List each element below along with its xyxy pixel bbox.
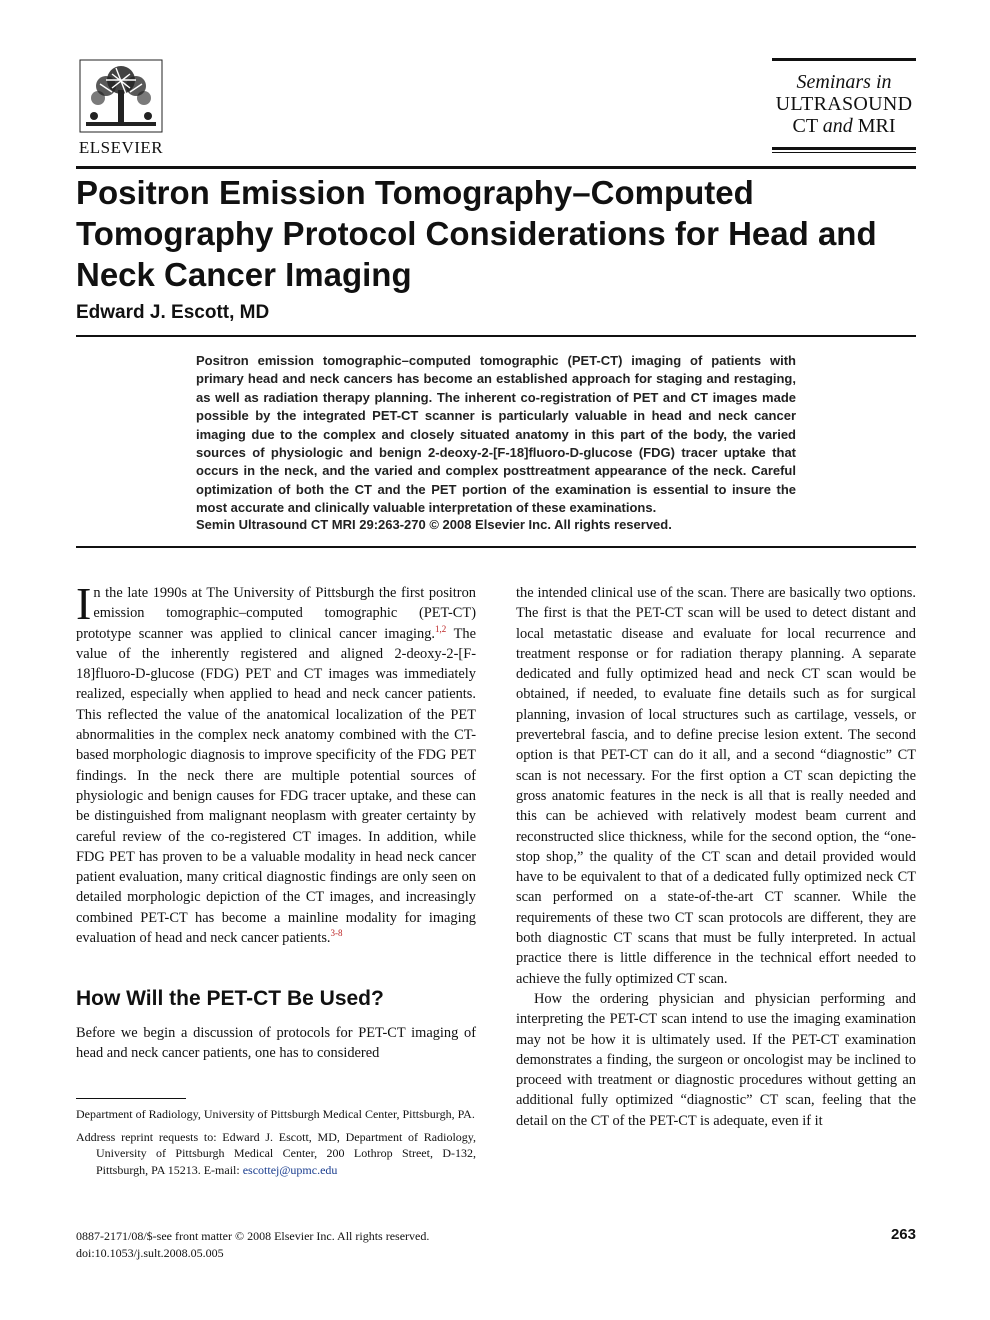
page-number: 263 — [890, 1226, 916, 1243]
right-paragraph-2: How the ordering physician and physician performing and interpreting the PET-CT scan intend to use the imaging examination may not be how it is ultimately used. If the PET-CT examination demonstrates a finding, the surgeon or oncologist may be inclined to proceed with treatment or diagnostic procedures without getting an additional fully optimized “diagnostic” CT scan, feeling that the detail on the CT of the PET-CT is adequate, even if it — [516, 990, 916, 1129]
footnote-rule — [76, 1098, 186, 1099]
journal-line-1: Seminars in — [796, 71, 892, 93]
intro-paragraph: In the late 1990s at The University of Pittsburgh the first positron emission tomographic–computed tomographic (PET-CT) prototype scanner was applied to clinical cancer imaging.$^{1,2}$ The value of the inherently registered and aligned 2-deoxy-2-[F-18]fluoro-D-glucose (FDG) PET and CT images was immediately realized, especially when applied to head and neck cancer patients. This reflected the value of the anatomical localization of the PET abnormalities in the complex neck anatomy combined with the CT-based morphologic diagnosis to improve specificity of the FDG PET findings. In the neck there are multiple potential sources of physiologic and benign causes for FDG tracer uptake, and these can be distinguished from malignant neoplasm with greater certainty by careful review of the co-registered CT images. In addition, while FDG PET has proven to be a valuable modality in head neck cancer patient evaluation, many critical diagnostic findings are only seen on detailed morphologic depiction of the CT images, and increasingly combined PET-CT has become a mainline modality for imaging evaluation of head and neck cancer patients.$^{3-8}$ — [76, 578, 476, 947]
reference-link[interactable]: 1,2 — [435, 623, 447, 634]
body-column-left-section — [76, 1023, 476, 1064]
right-paragraph-1: the intended clinical use of the scan. There are basically two options. The first is that the PET-CT scan will be used to detect distant and local metastatic disease and evaluate for local recurrence and treatment response or for radiation therapy planning. A separate dedicated and fully optimized head and neck CT scan would be obtained, if needed, to evaluate fine details such as for surgical planning, invasion of local structures such as cartilage, vessels, or prevertebral fascia, and to define precise lesion extent. The second option is that PET-CT can do it all, and a second “diagnostic” CT scan is not necessary. For the first option a CT scan depicting the gross anatomic features in the neck is all that is really needed and this can be achieved with relatively modest beam current and reconstructed slice thickness, while for the second option, the “one-stop shop,” the quality of the CT scan and detail provided would have to be equivalent to that of a dedicated fully optimized neck CT scan performed on a state-of-the-art CT scanner. While the requirements of these two CT scan protocols are different, they are both diagnostic CT scans that must be fully interpreted. In actual practice there is little difference in the technical effort needed to achieve the fully optimized CT scan. — [516, 585, 916, 987]
header-rule — [76, 166, 916, 169]
article-title: Positron Emission Tomography–Computed Tomography Protocol Considerations for Head and Neck Cancer Imaging — [76, 174, 877, 293]
author-email-link[interactable]: escottej@upmc.edu — [242, 1162, 338, 1177]
abstract: Positron emission tomographic–computed tomographic (PET-CT) imaging of patients with primary head and neck cancers has become an established approach for staging and restaging, as well as radiation therapy planning. The inherent co-registration of PET and CT images made possible by the integrated PET-CT scanner is particularly valuable in head and neck cancer imaging due to the complex and closely situated anatomy in this part of the body, the varied sources of physiologic and benign 2-deoxy-2-[F-18]fluoro-D-glucose (FDG) tracer uptake that occurs in the neck, and the varied and complex posttreatment appearance of the neck. Careful optimization of both the CT and the PET portion of the examination is essential to insure the most accurate and clinically valuable interpretation of these examinations. — [196, 353, 796, 516]
journal-line-3: CT and MRI — [792, 115, 896, 137]
doi-line: doi:10.1053/j.sult.2008.05.005 — [76, 1245, 224, 1260]
body-column-left — [76, 578, 476, 948]
footnotes — [76, 1106, 476, 1184]
publisher-logo — [76, 58, 166, 158]
section-heading: How Will the PET-CT Be Used? — [76, 987, 384, 1010]
reference-link[interactable]: 3-8 — [330, 928, 343, 939]
drop-cap: I — [76, 578, 92, 629]
abstract-top-rule — [76, 335, 916, 337]
reprint-note: Address reprint requests to: Edward J. Escott, MD, Department of Radiology, University of Pittsburgh Medical Center, 200 Lothrop Street, D-132, Pittsburgh, PA 15213. E-mail: escottej@upmc.edu — [76, 1129, 476, 1177]
affiliation-note: Department of Radiology, University of Pittsburgh Medical Center, Pittsburgh, PA. — [76, 1107, 475, 1121]
section-paragraph: Before we begin a discussion of protocols for PET-CT imaging of head and neck cancer patients, one has to considered — [76, 1025, 476, 1062]
abstract-bottom-rule — [76, 546, 916, 548]
journal-masthead — [772, 58, 916, 153]
author-name: Edward J. Escott, MD — [76, 302, 270, 323]
body-column-right — [516, 583, 916, 1131]
citation: Semin Ultrasound CT MRI 29:263-270 © 2008 Elsevier Inc. All rights reserved. — [196, 517, 672, 532]
journal-line-2: ULTRASOUND — [775, 93, 913, 115]
publisher-name: ELSEVIER — [78, 138, 164, 157]
page-footer — [76, 1228, 429, 1261]
copyright-line: 0887-2171/08/$-see front matter © 2008 Elsevier Inc. All rights reserved. — [76, 1229, 430, 1243]
elsevier-tree-logo-icon — [76, 58, 166, 136]
